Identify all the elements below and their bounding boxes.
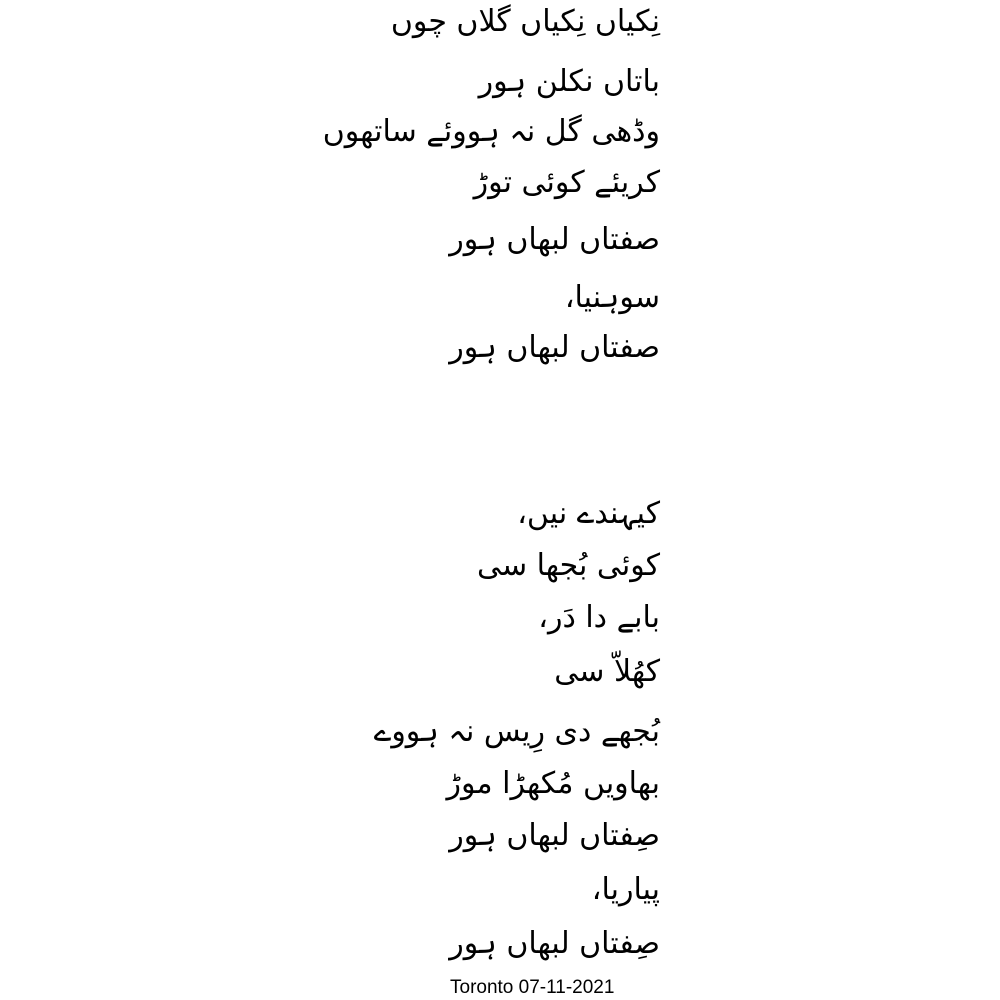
poem-line: صِفتاں لبھاں ہور xyxy=(449,926,660,961)
poem-line: صفتاں لبھاں ہور xyxy=(449,330,660,365)
poem-line: سوہنیا، xyxy=(564,280,660,315)
poem-line: کوئی بُجھا سی xyxy=(476,548,660,583)
poem-line: بُجھے دی رِیس نہ ہووے xyxy=(373,714,660,749)
poem-line: کیہندے نیں، xyxy=(517,496,660,531)
poem-line: وڈھی گل نہ ہووئے ساتھوں xyxy=(322,114,660,149)
poem-line: کریئے کوئی توڑ xyxy=(473,165,660,200)
poem-line: نِکیاں نِکیاں گلاں چوں xyxy=(390,4,660,39)
place-date-footer: Toronto 07-11-2021 xyxy=(450,977,615,998)
poem-line: باتاں نکلن ہور xyxy=(478,64,660,99)
poem-line: پیاریا، xyxy=(591,872,660,907)
poem-line: صِفتاں لبھاں ہور xyxy=(449,818,660,853)
poem-line: صفتاں لبھاں ہور xyxy=(449,222,660,257)
poem-line: کھُلاّ سی xyxy=(554,654,660,689)
poem-line: بابے دا دَر، xyxy=(538,600,660,635)
poem-line: بھاویں مُکھڑا موڑ xyxy=(446,766,660,801)
